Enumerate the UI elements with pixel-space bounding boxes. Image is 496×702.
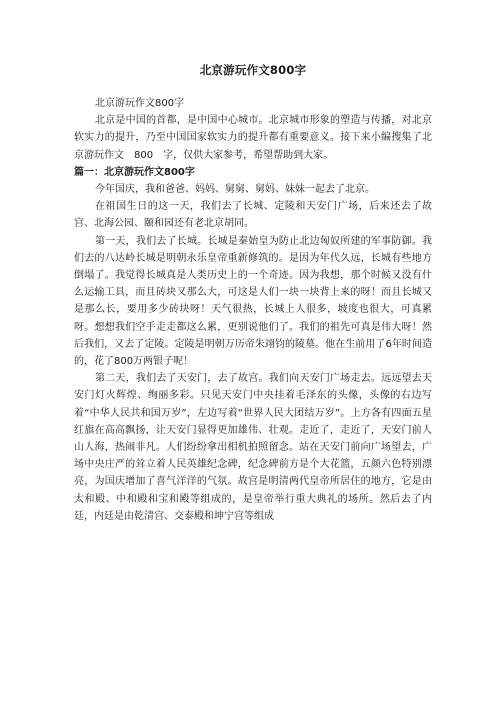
document-title: 北京游玩作文800字: [199, 63, 307, 77]
body-paragraph-2: 在祖国生日的这一天，我们去了长城、定陵和天安门广场，后来还去了故宫、北海公园、颐和园还有老北京胡同。: [74, 201, 432, 230]
intro-paragraph: 北京是中国的首都，是中国中心城市。北京城市形象的塑造与传播，对北京软实力的提升，乃至中国国家软实力的提升都有重要意义。接下来小编搜集了北京游玩作文 800 字，仅供大家参考，希望帮助到大家。: [74, 115, 432, 161]
section-heading: 篇一：北京游玩作文800字: [74, 166, 195, 178]
subtitle-line: 北京游玩作文800字: [95, 98, 185, 109]
body-paragraph-3: 第一天，我们去了长城。长城是秦始皇为防止北边匈奴所建的军事防御。我们去的八达岭长城是明朝永乐皇帝重新修筑的。是因为年代久远，长城有些地方倒塌了。我觉得长城真是人类历史上的一个奇迹。因为我想，那个时候又没有什么运输工具，而且砖块又那么大，可这是人们一块一块背上来的呀！而且长城又是那么长，要用多少砖块呀！天气很热，长城上人很多，坡度也很大，可真累呀。想想我们空手走走都这么累，更别说他们了。我们的祖先可真是伟大呀！然后我们，又去了定陵。定陵是明朝万历帝朱翊钧的陵墓。他在生前用了6年时间造的，花了800万两银子呢！: [74, 235, 432, 368]
body-paragraph-4: 第二天，我们去了天安门，去了故宫。我们向天安门广场走去。远远望去天安门灯火辉煌、绚丽多彩。只见天安门中央挂着毛泽东的头像，头像的右边写着“中华人民共和国万岁”，左边写着“世界人民大团结万岁”。上方各有四面五星红旗在高高飘扬，让天安门显得更加雄伟、壮观。走近了，走近了，天安门前人山人海，热闹非凡。人们纷纷拿出相机拍照留念。站在天安门前向广场望去，广场中央庄严的耸立着人民英雄纪念碑，纪念碑前方是个大花篮，五颜六色特别漂亮，为国庆增加了喜气洋洋的气氛。故宫是明清两代皇帝所居住的地方，它是由太和殿、中和殿和宝和殿等组成的，是皇帝举行重大典礼的场所。然后去了内廷，内廷是由乾清宫、交泰殿和坤宁宫等组成: [74, 373, 432, 522]
body-paragraph-1: 今年国庆，我和爸爸、妈妈、舅舅、舅妈、妹妹一起去了北京。: [95, 184, 375, 196]
